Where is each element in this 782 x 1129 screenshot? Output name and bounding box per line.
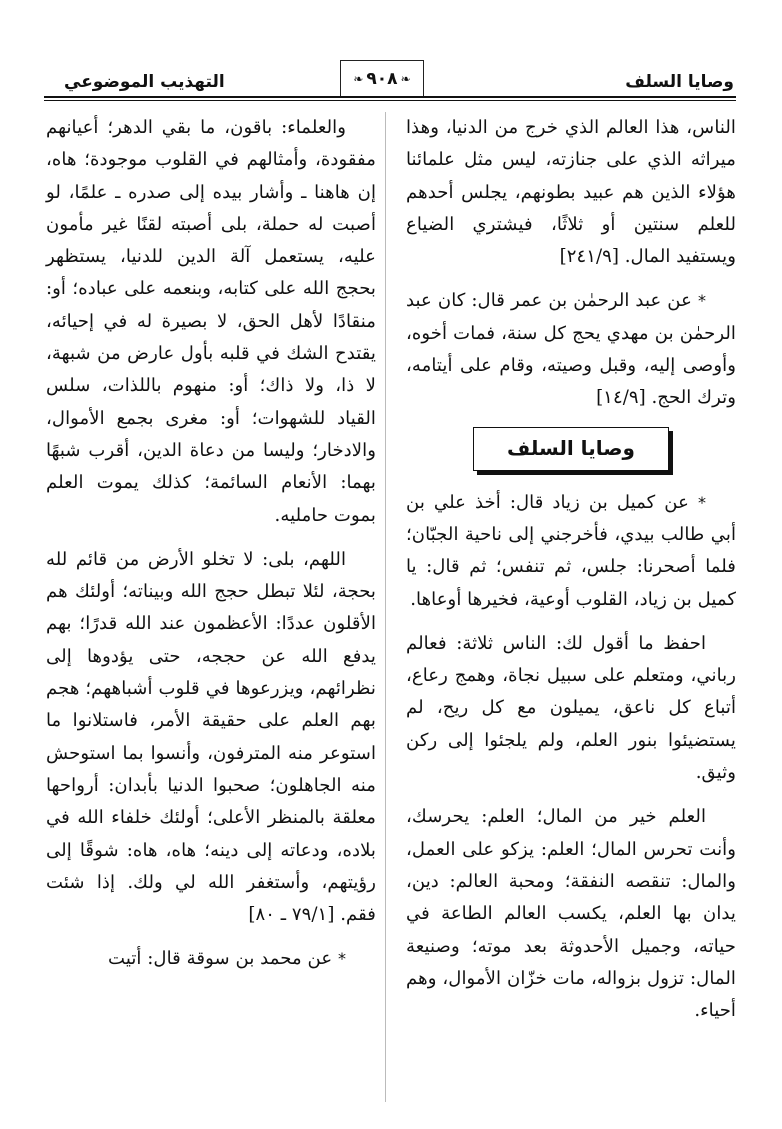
paragraph: العلم خير من المال؛ العلم: يحرسك، وأنت تحرس المال؛ العلم: يزكو على العمل، والمال: تنقصه النفقة؛ ومحبة العالم: دين، يدان بها العلم، يكسب العالم الطاعة في حياته، وجميل الأحدوثة بعد موته؛ وصنيعة المال: تزول بزواله، مات خزّان الأموال، وهم أحياء. xyxy=(406,806,736,1022)
section-title: وصايا السلف xyxy=(473,427,669,471)
column-divider xyxy=(385,112,386,1102)
paragraph: الناس، هذا العالم الذي خرج من الدنيا، وهذا ميراثه الذي على جنازته، ليس مثل علمائنا هؤلاء الذين هم عبيد بطونهم، يجلس أحدهم للعلم سنتين أو ثلاثًا، فيشتري الضياع ويستفيد المال. [٢٤١/٩] xyxy=(406,117,736,268)
page-number-box xyxy=(340,60,424,96)
asterisk-marker: * xyxy=(697,291,706,311)
paragraph xyxy=(46,943,376,975)
ornament-icon: ❧ xyxy=(400,71,411,86)
header-rule xyxy=(44,96,736,98)
left-column xyxy=(46,112,376,988)
paragraph xyxy=(406,487,736,616)
page-number: ٩٠٨ xyxy=(366,68,398,89)
running-head-left: التهذيب الموضوعي xyxy=(64,72,225,92)
paragraph: اللهم، بلى: لا تخلو الأرض من قائم لله بحجة، لئلا تبطل حجج الله وبيناته؛ أولئك هم الأقلون عددًا: الأعظمون عند الله قدرًا؛ بهم يدفع الله عن حججه، حتى يؤدوها إلى نظرائهم، ويزرعوها في قلوب أشباههم؛ هجم بهم العلم على حقيقة الأمر، فاستلانوا ما استوعر منه المترفون، وأنسوا بما استوحش منه الجاهلون؛ صحبوا الدنيا بأبدان: أرواحها معلقة بالمنظر الأعلى؛ أولئك خلفاء الله في بلاده، ودعاته إلى دينه؛ هاه، هاه: شوقًا إلى رؤيتهم، وأستغفر الله لي ولك. إذا شئت فقم. [٧٩/١ ـ ٨٠] xyxy=(46,548,376,926)
paragraph: والعلماء: باقون، ما بقي الدهر؛ أعيانهم مفقودة، وأمثالهم في القلوب موجودة؛ هاه، إن هاهنا ـ وأشار بيده إلى صدره ـ علمًا، لو أصبت له حملة، بلى أصبته لقنًا غير مأمون عليه، يستعمل آلة الدين للدنيا، يستظهر بحجج الله على كتابه، وبنعمه على عباده؛ أو: منقادًا لأهل الحق، لا بصيرة له في إحيائه، يقتدح الشك في قلبه بأول عارض من شبهة، لا ذا، ولا ذاك؛ أو: منهوم باللذات، سلس القياد للشهوات؛ أو: مغرى بجمع الأموال، والادخار؛ وليسا من دعاة الدين، أقرب شبهًا بهما: الأنعام السائمة؛ كذلك يموت العلم بموت حامليه. xyxy=(46,117,376,526)
paragraph-text: عن كميل بن زياد قال: أخذ علي بن أبي طالب بيدي، فأخرجني إلى ناحية الجبّان؛ فلما أصحرنا: جلس، ثم تنفس؛ ثم قال: يا كميل بن زياد، القلوب أوعية، فخيرها أوعاها. xyxy=(406,491,736,610)
running-head-right: وصايا السلف xyxy=(625,72,734,92)
right-column xyxy=(406,112,736,1039)
asterisk-marker: * xyxy=(697,492,706,512)
paragraph: احفظ ما أقول لك: الناس ثلاثة: فعالم رباني، ومتعلم على سبيل نجاة، وهمج رعاع، أتباع كل ناعق، يميلون مع كل ريح، لم يستضيئوا بنور العلم، ولم يلجئوا إلى ركن وثيق. xyxy=(406,632,736,784)
paragraph-text: عن محمد بن سوقة قال: أتيت xyxy=(108,948,333,970)
paragraph xyxy=(406,285,736,414)
header-rule-thin xyxy=(44,100,736,101)
ornament-icon: ❧ xyxy=(353,71,364,86)
asterisk-marker: * xyxy=(338,949,346,969)
paragraph-text: عن عبد الرحمٰن بن عمر قال: كان عبد الرحمٰن بن مهدي يحج كل سنة، فمات أخوه، وأوصى إليه، وقبل وصيته، وقام على أيتامه، وترك الحج. [١٤/٩] xyxy=(406,290,736,409)
